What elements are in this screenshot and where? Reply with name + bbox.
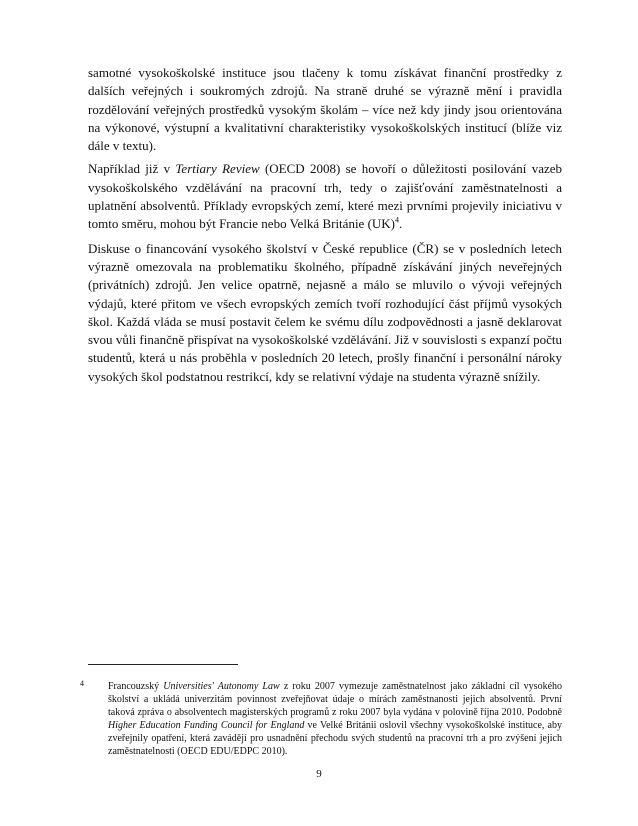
fn-italic-1: Universities' Autonomy Law: [163, 681, 280, 692]
footnote-reference[interactable]: 4: [395, 216, 400, 226]
fn-text-2: z roku 2007 vymezuje zaměstnatelnost jako základní cíl vysokého školství a ukládá univerzitám povinnost zveřejňovat údaje o mírách zaměstnanosti jejich absolventů. První taková zpráva o absolventech magisterských programů z roku 2007 byla vydána v polovině října 2010. Podobně: [108, 681, 563, 719]
p2-text-b: (OECD 2008) se hovoří o důležitosti posilování vazeb vysokoškolského vzdělávání na pracovní trh, tedy o zajišťování zaměstnatelnosti a uplatnění absolventů. Příklady evropských zemí, které mezi prvními projevily iniciativu v tomto směru, mohou být Francie nebo Velká Británie (UK): [88, 161, 563, 232]
footnote-separator: [88, 664, 238, 665]
p2-text-c: .: [399, 216, 403, 232]
body-text: [88, 64, 562, 392]
p2-text-a: Například již v: [88, 161, 176, 177]
fn-text-1: Francouzský: [108, 681, 164, 692]
page-number: 9: [316, 768, 322, 780]
fn-text-3: ve Velké Británii oslovil všechny vysokoškolské instituce, aby zveřejnily opatření, která zavádějí pro usnadnění přechodu svých studentů na pracovní trh a pro zvýšení jejich zaměstnatelnosti (OECD EDU/EDPC 2010).: [108, 720, 562, 758]
paragraph-3: Diskuse o financování vysokého školství v České republice (ČR) se v posledních letech výrazně omezovala na problematiku školného, případně získávání jiných neveřejných (privátních) zdrojů. Jen velice opatrně, nejasně a málo se mluvilo o vývoji veřejných výdajů, které přitom ve všech evropských zemích tvoří rozhodující část příjmů vysokých škol. Každá vláda se musí postavit čelem ke svému dílu zodpovědnosti a jasně deklarovat svou vůli finančně přispívat na vysokoškolské vzdělávání. Již v souvislosti s expanzí počtu studentů, která u nás proběhla v posledních 20 letech, prošly finanční i personální nároky vysokých škol podstatnou restrikcí, kdy se relativní výdaje na studenta výrazně snížily.: [88, 240, 562, 384]
fn-italic-2: Higher Education Funding Council for England: [108, 720, 305, 732]
paragraph-1: samotné vysokoškolské instituce jsou tlačeny k tomu získávat finanční prostředky z dalších veřejných i soukromých zdrojů. Na straně druhé se výrazně mění i pravidla rozdělování veřejných prostředků vysokým školám – více než kdy jindy jsou orientována na výkonové, výstupní a kvalitativní charakteristiky vysokoškolských institucí (blíže viz dále v textu).: [88, 65, 562, 154]
p2-italic-title: Tertiary Review: [175, 161, 260, 177]
footnote: [80, 680, 562, 759]
paragraph-2: [88, 160, 562, 233]
footnote-text: [108, 680, 562, 759]
footnote-mark: 4: [80, 679, 84, 688]
